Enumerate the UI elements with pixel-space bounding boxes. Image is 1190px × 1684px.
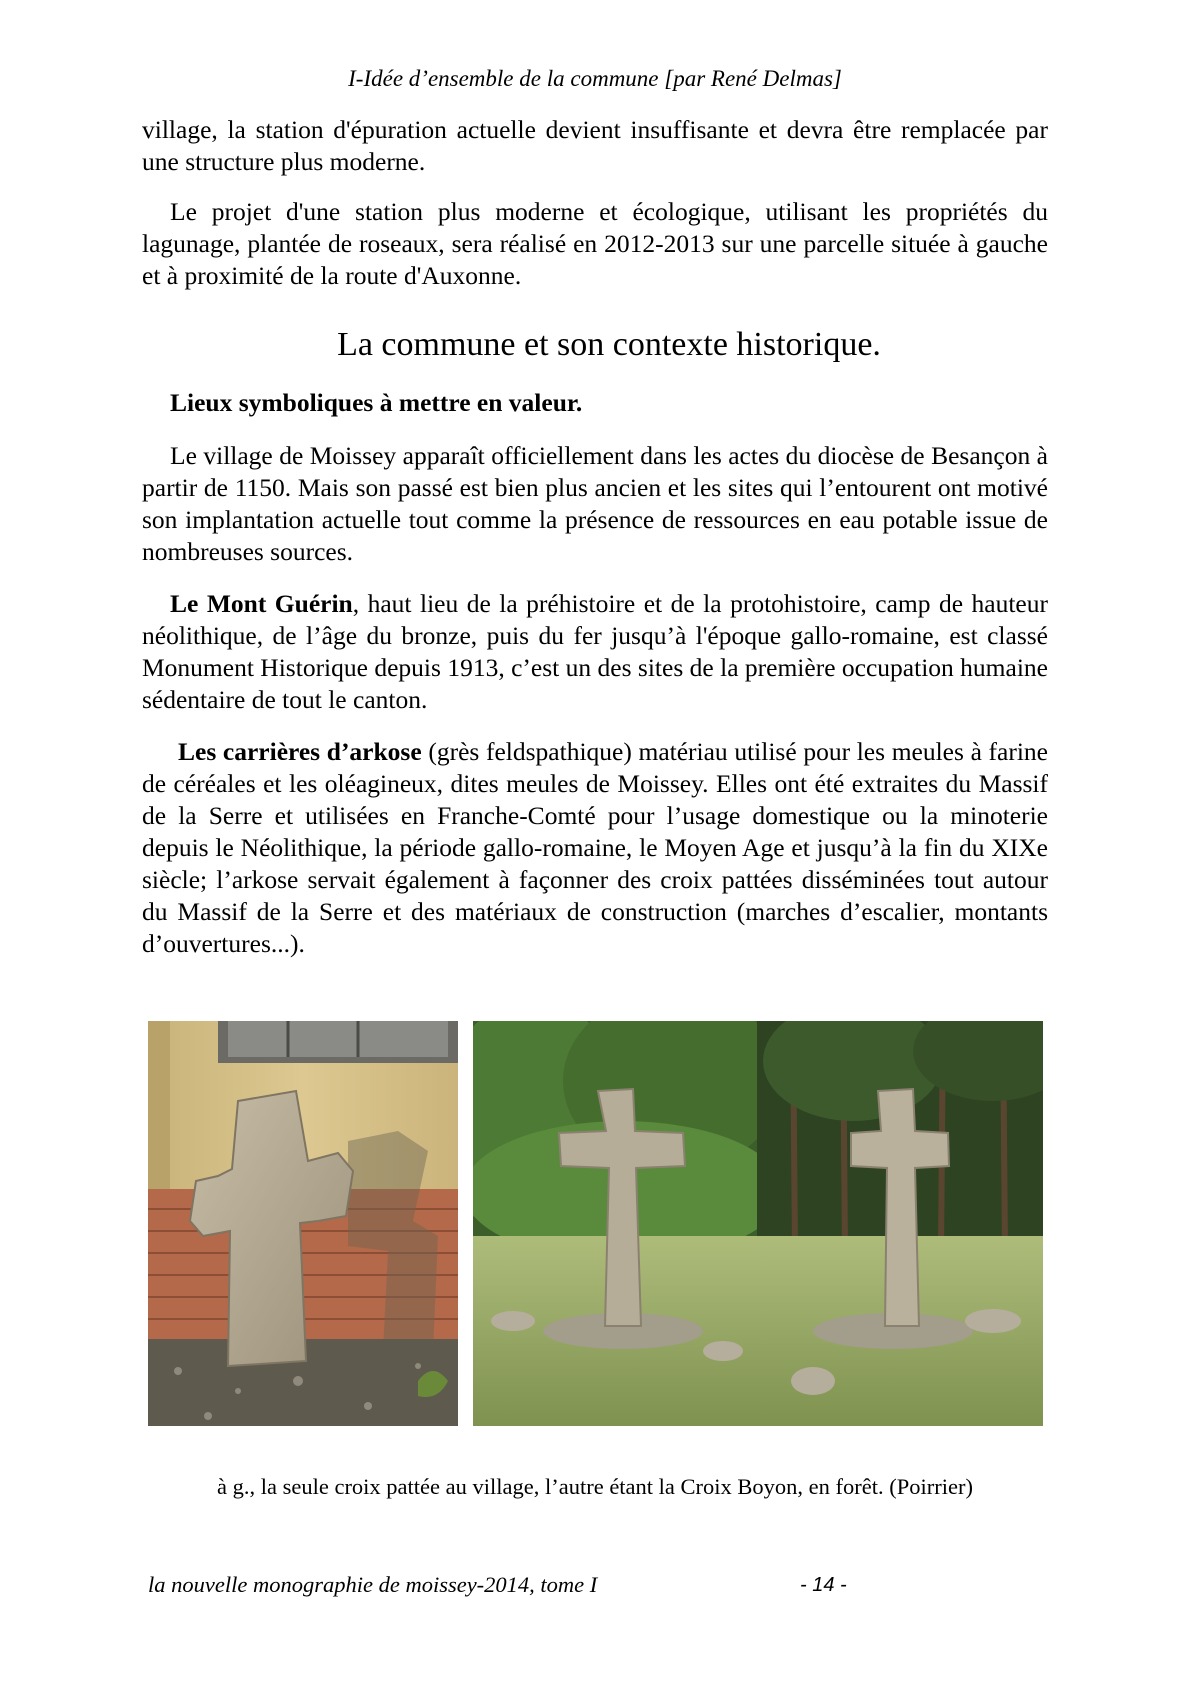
paragraph-5-text: (grès feldspathique) matériau utilisé pour les meules à farine de céréales et les oléagineux, dites meules de Moissey. Elles ont été extraites du Massif de la Serre et utilisées en Franche-Comté pour l’usage domestique ou la minoterie depuis le Néolithique, la période gallo-romaine, le Moyen Age et jusqu’à la fin du XIXe siècle; l’arkose servait également à façonner des croix pattées disséminées tout autour du Massif de la Serre et des matériaux de construction (marches d’escalier, montants d’ouvertures...). xyxy=(142,737,1048,958)
paragraph-4 xyxy=(142,588,1048,716)
body-block-main xyxy=(142,440,1048,960)
section-title: La commune et son contexte historique. xyxy=(337,326,881,363)
paragraph-2: Le projet d'une station plus moderne et écologique, utilisant les propriétés du lagunage, plantée de roseaux, sera réalisé en 2012-2013 sur une parcelle située à gauche et à proximité de la route d'Auxonne. xyxy=(142,197,1048,290)
paragraph-4-bold: Le Mont Guérin xyxy=(170,589,353,618)
paragraph-1: village, la station d'épuration actuelle devient insuffisante et devra être remplacée par une structure plus moderne. xyxy=(142,115,1048,176)
photo-village-cross xyxy=(148,1021,458,1426)
running-header: I-Idée d’ensemble de la commune [par René Delmas] xyxy=(348,66,842,91)
photo-croix-boyon xyxy=(473,1021,1043,1426)
paragraph-3: Le village de Moissey apparaît officiellement dans les actes du diocèse de Besançon à partir de 1150. Mais son passé est bien plus ancien et les sites qui l’entourent ont motivé son implantation actuelle tout comme la présence de ressources en eau potable issue de nombreuses sources. xyxy=(142,441,1048,566)
paragraph-5 xyxy=(142,736,1048,960)
body-block-top xyxy=(142,114,1048,292)
figure-caption: à g., la seule croix pattée au village, l’autre étant la Croix Boyon, en forêt. (Poirrier) xyxy=(217,1474,973,1499)
footer-title: la nouvelle monographie de moissey-2014, tome I xyxy=(148,1572,598,1597)
paragraph-4-text: , haut lieu de la préhistoire et de la protohistoire, camp de hauteur néolithique, de l’âge du bronze, puis du fer jusqu’à l'époque gallo-romaine, est classé Monument Historique depuis 1913, c’est un des sites de la première occupation humaine sédentaire de tout le canton. xyxy=(142,589,1048,714)
paragraph-5-bold: Les carrières d’arkose xyxy=(178,737,422,766)
page-number: - 14 - xyxy=(800,1574,847,1596)
section-subheading: Lieux symboliques à mettre en valeur. xyxy=(170,388,583,417)
